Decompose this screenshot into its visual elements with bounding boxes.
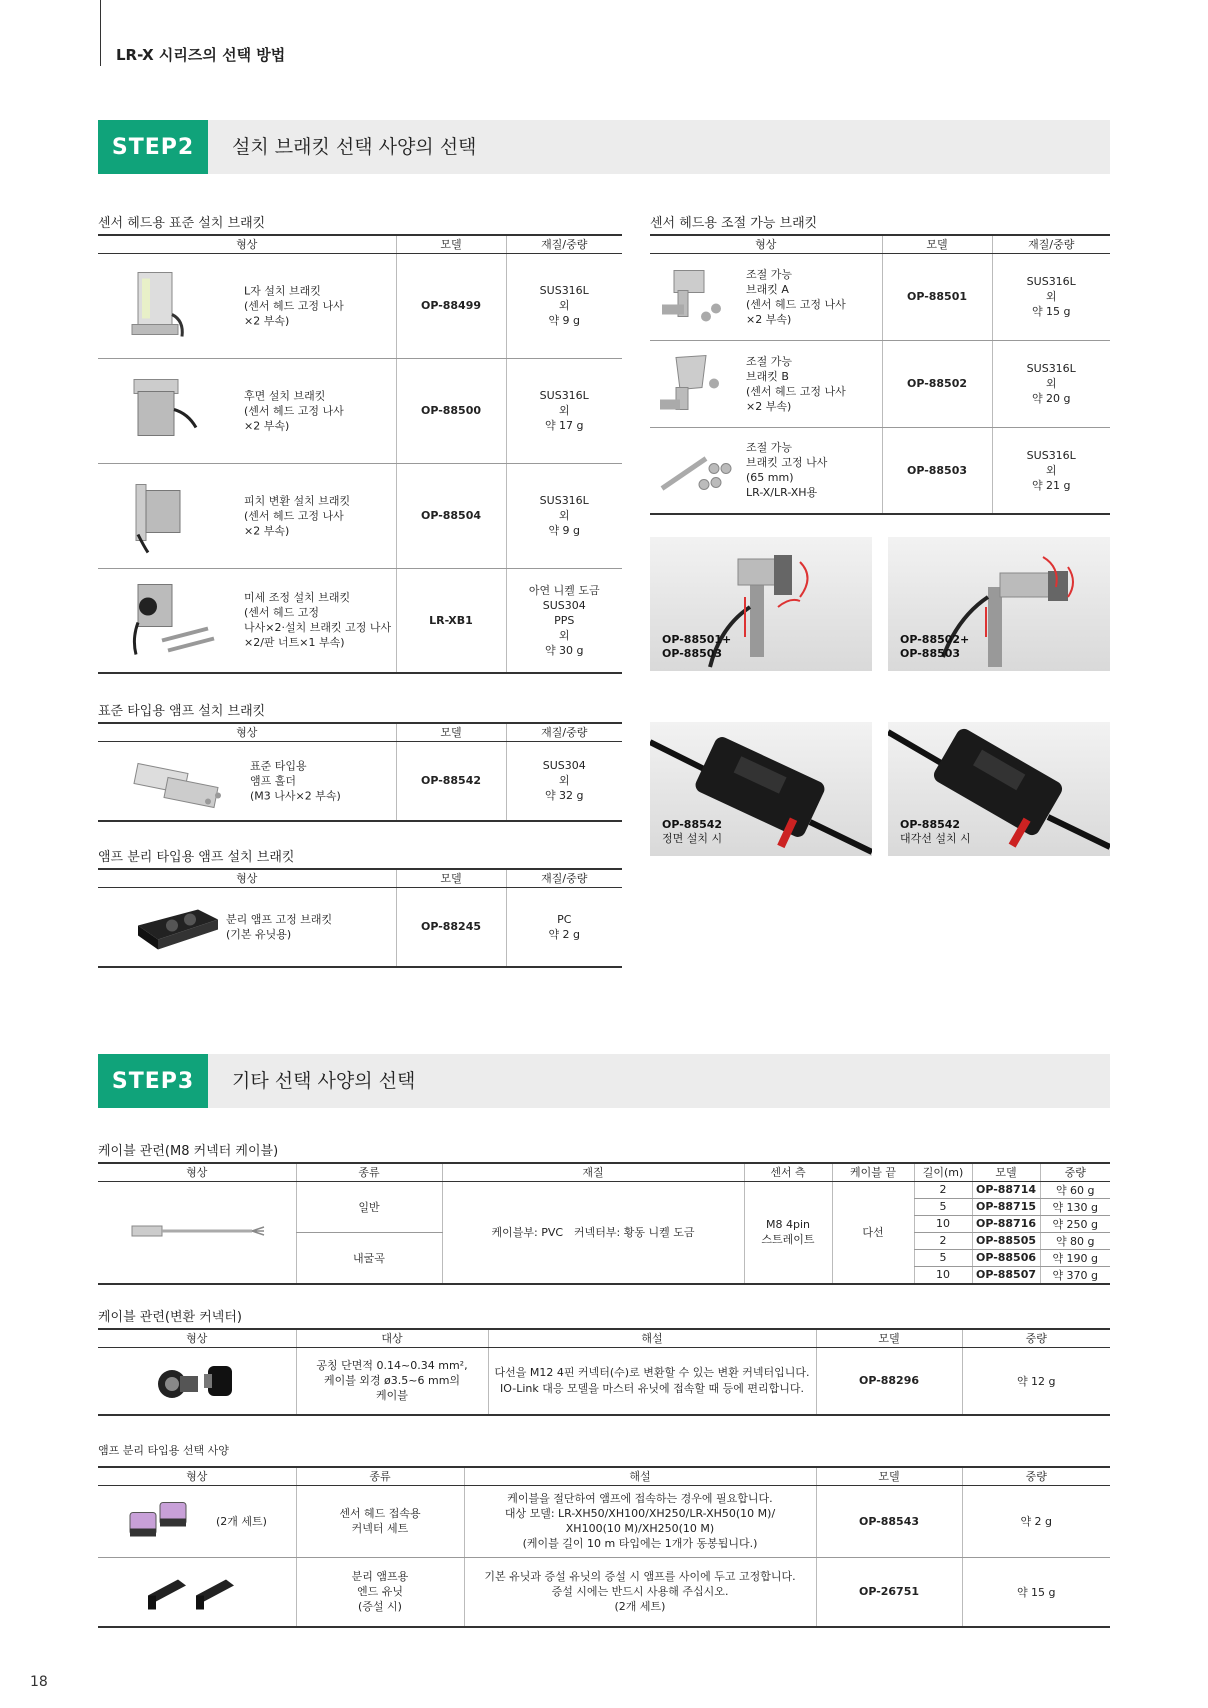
model-cell: OP-88503 bbox=[882, 427, 992, 514]
photo-caption-1: OP-88501+ bbox=[662, 633, 732, 646]
description-line: ×2 부속) bbox=[746, 399, 792, 413]
explain-cell bbox=[488, 1347, 816, 1415]
type-line: 센서 헤드 접속용 bbox=[339, 1507, 421, 1520]
type-cell: 내굴곡 bbox=[296, 1232, 442, 1284]
weight-cell: 약 15 g bbox=[962, 1557, 1110, 1627]
table-row bbox=[98, 568, 622, 673]
model-cell: OP-88507 bbox=[972, 1266, 1040, 1284]
model-cell: OP-88543 bbox=[816, 1485, 962, 1557]
model-cell: OP-88542 bbox=[396, 741, 506, 821]
description-line: 브래킷 고정 나사 bbox=[746, 456, 828, 470]
photo-caption-2: 대각선 설치 시 bbox=[900, 832, 971, 845]
material-line: 아연 니켈 도금 bbox=[528, 583, 600, 597]
material-line: PPS bbox=[554, 613, 575, 627]
material-cell bbox=[506, 463, 622, 568]
material-line: SUS304 bbox=[542, 598, 586, 612]
description-line: LR-X/LR-XH용 bbox=[746, 486, 818, 500]
material-line: 약 20 g bbox=[1031, 392, 1071, 405]
target-cell bbox=[296, 1347, 488, 1415]
col-explain: 해설 bbox=[488, 1329, 816, 1347]
col-material: 재질 bbox=[442, 1163, 744, 1181]
explain-line: (2개 세트) bbox=[614, 1600, 666, 1614]
explain-line: 다선을 M12 4핀 커넥터(수)로 변환할 수 있는 변환 커넥터입니다. bbox=[494, 1365, 810, 1379]
table-row bbox=[98, 253, 622, 358]
col-shape: 형상 bbox=[98, 235, 396, 253]
photo-caption-2: OP-88503 bbox=[662, 647, 723, 660]
sep-amp-table bbox=[98, 868, 622, 968]
col-model: 모델 bbox=[396, 869, 506, 887]
conv-title: 케이블 관련(변환 커넥터) bbox=[98, 1310, 242, 1325]
material-line: 외 bbox=[558, 628, 570, 642]
material-line: SUS316L bbox=[1026, 275, 1076, 288]
type-line: (증설 시) bbox=[358, 1600, 402, 1614]
connector-set-icon bbox=[124, 1495, 194, 1545]
sep-opt-table bbox=[98, 1466, 1110, 1628]
col-weight: 중량 bbox=[1040, 1163, 1110, 1181]
type-line: 분리 앰프용 bbox=[351, 1570, 409, 1584]
material-line: 약 9 g bbox=[548, 314, 581, 327]
material-cell bbox=[506, 568, 622, 673]
bracket-icon bbox=[118, 474, 198, 557]
photo-op88542-front bbox=[650, 722, 872, 856]
material-line: SUS304 bbox=[542, 759, 586, 773]
description-line: (기본 유닛용) bbox=[226, 927, 292, 941]
shape-cell bbox=[650, 253, 882, 340]
col-explain: 해설 bbox=[464, 1467, 816, 1485]
type-cell bbox=[296, 1557, 464, 1627]
bracket-icon bbox=[656, 347, 726, 420]
model-cell: OP-88500 bbox=[396, 358, 506, 463]
std-amp-title: 표준 타입용 앰프 설치 브래킷 bbox=[98, 704, 266, 719]
col-cable-end: 케이블 끝 bbox=[832, 1163, 914, 1181]
col-material: 재질/중량 bbox=[506, 869, 622, 887]
description-line: (센서 헤드 고정 bbox=[244, 606, 320, 620]
weight-cell: 약 190 g bbox=[1040, 1249, 1110, 1266]
bracket-icon bbox=[118, 264, 198, 347]
weight-cell: 약 12 g bbox=[962, 1347, 1110, 1415]
photo-op88542-diag bbox=[888, 722, 1110, 856]
target-line: 케이블 bbox=[376, 1389, 408, 1403]
table-row bbox=[98, 1485, 1110, 1557]
end-unit-icon bbox=[138, 1565, 248, 1615]
option-icon bbox=[124, 1495, 194, 1548]
adj-head-table bbox=[650, 234, 1110, 515]
material-line: 외 bbox=[558, 299, 570, 312]
cable-table bbox=[98, 1162, 1110, 1285]
adj-head-title: 센서 헤드용 조절 가능 브래킷 bbox=[650, 216, 818, 231]
model-cell: OP-88716 bbox=[972, 1215, 1040, 1232]
explain-line: 케이블을 절단하여 앰프에 접속하는 경우에 필요합니다. bbox=[507, 1492, 773, 1505]
material-cell bbox=[506, 358, 622, 463]
bracket-description bbox=[244, 590, 391, 650]
bracket-description bbox=[244, 388, 344, 433]
description-line: 앰프 홀더 bbox=[250, 774, 297, 788]
description-line: 나사×2·설치 브래킷 고정 나사 bbox=[244, 621, 392, 635]
step3-title: 기타 선택 사양의 선택 bbox=[232, 1070, 416, 1092]
explain-line: 기본 유닛과 증설 유닛의 증설 시 앰프를 사이에 두고 고정합니다. bbox=[484, 1570, 796, 1584]
material-line: 약 32 g bbox=[544, 789, 584, 803]
table-row bbox=[98, 1557, 1110, 1627]
weight-cell: 약 370 g bbox=[1040, 1266, 1110, 1284]
shape-cell bbox=[98, 568, 396, 673]
col-shape: 형상 bbox=[98, 869, 396, 887]
description-line: 후면 설치 브래킷 bbox=[244, 389, 326, 402]
explain-line: 대상 모델: LR-XH50/XH100/XH250/LR-XH50(10 M)/ bbox=[504, 1507, 776, 1520]
length-cell: 2 bbox=[914, 1232, 972, 1249]
material-cell bbox=[992, 427, 1110, 514]
explain-line: (케이블 길이 10 m 타입에는 1개가 동봉됩니다.) bbox=[522, 1537, 758, 1550]
bracket-description bbox=[244, 283, 344, 328]
col-material: 재질/중량 bbox=[992, 235, 1110, 253]
m8-cable-icon bbox=[122, 1221, 272, 1241]
weight-cell: 약 80 g bbox=[1040, 1232, 1110, 1249]
sensor-side-line: M8 4pin bbox=[766, 1218, 810, 1231]
table-row bbox=[98, 887, 622, 967]
description-line: (센서 헤드 고정 나사 bbox=[244, 404, 344, 417]
col-shape: 형상 bbox=[98, 1329, 296, 1347]
material-line: PC bbox=[557, 912, 572, 926]
page-number: 18 bbox=[30, 1674, 48, 1690]
material-line: 외 bbox=[1045, 377, 1057, 390]
std-head-title: 센서 헤드용 표준 설치 브래킷 bbox=[98, 216, 266, 231]
photo-caption-1: OP-88502+ bbox=[900, 633, 970, 646]
photo-op88501 bbox=[650, 537, 872, 671]
type-line: 커넥터 세트 bbox=[351, 1522, 409, 1535]
material-line: 외 bbox=[558, 404, 570, 417]
model-cell: OP-88506 bbox=[972, 1249, 1040, 1266]
description-line: (센서 헤드 고정 나사 bbox=[746, 297, 846, 311]
description-line: ×2 부속) bbox=[244, 419, 290, 432]
col-weight: 중량 bbox=[962, 1467, 1110, 1485]
model-cell: OP-88501 bbox=[882, 253, 992, 340]
model-cell: OP-88504 bbox=[396, 463, 506, 568]
step3-badge: STEP3 bbox=[98, 1054, 208, 1108]
material-line: 약 30 g bbox=[544, 643, 584, 657]
description-line: (65 mm) bbox=[746, 471, 794, 485]
conv-table bbox=[98, 1328, 1110, 1416]
length-cell: 10 bbox=[914, 1266, 972, 1284]
description-line: 브래킷 B bbox=[746, 369, 789, 383]
model-cell: OP-88502 bbox=[882, 340, 992, 427]
model-cell: OP-88499 bbox=[396, 253, 506, 358]
material-line: 약 21 g bbox=[1031, 478, 1071, 492]
material-line: 외 bbox=[558, 774, 570, 788]
model-cell: OP-88296 bbox=[816, 1347, 962, 1415]
option-icon bbox=[138, 1565, 248, 1618]
bracket-description bbox=[746, 440, 827, 500]
target-line: 케이블 외경 ø3.5~6 mm의 bbox=[323, 1374, 461, 1388]
col-weight: 중량 bbox=[962, 1329, 1110, 1347]
material-line: SUS316L bbox=[539, 494, 589, 507]
shape-cell bbox=[98, 1485, 296, 1557]
material-cell bbox=[992, 253, 1110, 340]
description-line: L자 설치 브래킷 bbox=[244, 284, 321, 297]
sep-amp-title: 앰프 분리 타입용 앰프 설치 브래킷 bbox=[98, 850, 295, 865]
col-model: 모델 bbox=[396, 723, 506, 741]
sensor-side-cell bbox=[744, 1181, 832, 1284]
material-line: 약 9 g bbox=[548, 524, 581, 537]
bracket-icon bbox=[118, 369, 198, 452]
material-line: SUS316L bbox=[539, 284, 589, 297]
col-shape: 형상 bbox=[650, 235, 882, 253]
description-line: 피치 변환 설치 브래킷 bbox=[244, 494, 351, 507]
bracket-icon bbox=[656, 439, 736, 502]
shape-cell bbox=[98, 1557, 296, 1627]
material-cell: 케이블부: PVC 커넥터부: 황동 니켈 도금 bbox=[442, 1181, 744, 1284]
model-cell: OP-88245 bbox=[396, 887, 506, 967]
weight-cell: 약 60 g bbox=[1040, 1181, 1110, 1198]
shape-cell bbox=[98, 1347, 296, 1415]
type-cell bbox=[296, 1485, 464, 1557]
col-model: 모델 bbox=[882, 235, 992, 253]
shape-cell bbox=[650, 427, 882, 514]
step3-bar bbox=[98, 1054, 1110, 1108]
page-header: LR-X 시리즈의 선택 방법 bbox=[116, 46, 286, 64]
material-cell bbox=[506, 887, 622, 967]
col-target: 대상 bbox=[296, 1329, 488, 1347]
material-cell bbox=[506, 253, 622, 358]
shape-cell bbox=[98, 1181, 296, 1284]
bracket-description bbox=[250, 758, 341, 803]
shape-cell bbox=[98, 887, 396, 967]
header-rule bbox=[100, 0, 101, 66]
explain-cell bbox=[464, 1485, 816, 1557]
description-line: (M3 나사×2 부속) bbox=[250, 789, 341, 803]
photo-caption-1: OP-88542 bbox=[900, 818, 961, 831]
bracket-icon bbox=[118, 579, 218, 662]
table-row bbox=[98, 741, 622, 821]
explain-line: 증설 시에는 반드시 사용해 주십시오. bbox=[551, 1585, 729, 1599]
bracket-description bbox=[226, 912, 332, 942]
description-line: (센서 헤드 고정 나사 bbox=[746, 384, 846, 398]
material-line: 약 17 g bbox=[544, 419, 584, 432]
length-cell: 5 bbox=[914, 1249, 972, 1266]
length-cell: 10 bbox=[914, 1215, 972, 1232]
bracket-icon bbox=[656, 260, 726, 333]
shape-cell bbox=[98, 463, 396, 568]
shape-note: (2개 세트) bbox=[216, 1515, 267, 1528]
material-cell bbox=[506, 741, 622, 821]
table-row bbox=[650, 253, 1110, 340]
col-shape: 형상 bbox=[98, 723, 396, 741]
description-line: 브래킷 A bbox=[746, 282, 789, 296]
step2-bar bbox=[98, 120, 1110, 174]
sep-opt-title: 앰프 분리 타입용 선택 사양 bbox=[98, 1444, 229, 1457]
bracket-icon bbox=[128, 895, 228, 958]
table-row bbox=[650, 427, 1110, 514]
col-model: 모델 bbox=[816, 1467, 962, 1485]
bracket-icon bbox=[128, 749, 228, 812]
description-line: ×2 부속) bbox=[746, 312, 792, 326]
material-line: 약 2 g bbox=[548, 927, 581, 941]
table-row bbox=[98, 1347, 1110, 1415]
cable-title: 케이블 관련(M8 커넥터 케이블) bbox=[98, 1144, 279, 1159]
type-cell: 일반 bbox=[296, 1181, 442, 1232]
conversion-connector-icon bbox=[152, 1354, 242, 1404]
model-cell: OP-88714 bbox=[972, 1181, 1040, 1198]
explain-cell bbox=[464, 1557, 816, 1627]
col-type: 종류 bbox=[296, 1467, 464, 1485]
table-row bbox=[98, 463, 622, 568]
shape-cell bbox=[98, 253, 396, 358]
sensor-side-line: 스트레이트 bbox=[761, 1233, 815, 1246]
model-cell: OP-88505 bbox=[972, 1232, 1040, 1249]
table-row bbox=[650, 340, 1110, 427]
col-shape: 형상 bbox=[98, 1163, 296, 1181]
table-row bbox=[98, 358, 622, 463]
material-line: 외 bbox=[558, 509, 570, 522]
material-line: SUS316L bbox=[539, 389, 589, 402]
col-model: 모델 bbox=[816, 1329, 962, 1347]
col-shape: 형상 bbox=[98, 1467, 296, 1485]
col-material: 재질/중량 bbox=[506, 723, 622, 741]
description-line: 조절 가능 bbox=[746, 354, 793, 368]
shape-cell bbox=[98, 358, 396, 463]
photo-caption-2: 정면 설치 시 bbox=[662, 832, 723, 845]
photo-caption-1: OP-88542 bbox=[662, 818, 723, 831]
target-line: 공칭 단면적 0.14~0.34 mm², bbox=[316, 1359, 468, 1373]
col-model: 모델 bbox=[972, 1163, 1040, 1181]
photo-caption-2: OP-88503 bbox=[900, 647, 961, 660]
col-material: 재질/중량 bbox=[506, 235, 622, 253]
description-line: 조절 가능 bbox=[746, 441, 793, 455]
cable-end-cell: 다선 bbox=[832, 1181, 914, 1284]
weight-cell: 약 250 g bbox=[1040, 1215, 1110, 1232]
description-line: ×2 부속) bbox=[244, 524, 290, 537]
explain-line: IO-Link 대응 모델을 마스터 유닛에 접속할 때 등에 편리합니다. bbox=[500, 1381, 804, 1395]
shape-cell bbox=[650, 340, 882, 427]
model-cell: OP-88715 bbox=[972, 1198, 1040, 1215]
description-line: 미세 조정 설치 브래킷 bbox=[244, 591, 351, 605]
model-cell: OP-26751 bbox=[816, 1557, 962, 1627]
description-line: 조절 가능 bbox=[746, 267, 793, 281]
photo-op88502 bbox=[888, 537, 1110, 671]
material-line: 외 bbox=[1045, 463, 1057, 477]
weight-cell: 약 130 g bbox=[1040, 1198, 1110, 1215]
weight-cell: 약 2 g bbox=[962, 1485, 1110, 1557]
description-line: ×2/판 너트×1 부속) bbox=[244, 636, 345, 650]
bracket-description bbox=[746, 354, 846, 414]
material-cell bbox=[992, 340, 1110, 427]
step2-title: 설치 브래킷 선택 사양의 선택 bbox=[232, 136, 477, 158]
shape-cell bbox=[98, 741, 396, 821]
material-line: 약 15 g bbox=[1031, 305, 1071, 318]
col-sensor-side: 센서 측 bbox=[744, 1163, 832, 1181]
material-line: SUS316L bbox=[1026, 448, 1076, 462]
material-line: SUS316L bbox=[1026, 362, 1076, 375]
col-length: 길이(m) bbox=[914, 1163, 972, 1181]
table-row bbox=[98, 1181, 1110, 1198]
material-line: 외 bbox=[1045, 290, 1057, 303]
col-model: 모델 bbox=[396, 235, 506, 253]
description-line: (센서 헤드 고정 나사 bbox=[244, 299, 344, 312]
std-amp-table bbox=[98, 722, 622, 822]
col-type: 종류 bbox=[296, 1163, 442, 1181]
std-head-table bbox=[98, 234, 622, 674]
length-cell: 2 bbox=[914, 1181, 972, 1198]
description-line: 표준 타입용 bbox=[250, 759, 307, 773]
bracket-description bbox=[244, 493, 350, 538]
description-line: (센서 헤드 고정 나사 bbox=[244, 509, 344, 522]
length-cell: 5 bbox=[914, 1198, 972, 1215]
bracket-description bbox=[746, 267, 846, 327]
step2-badge: STEP2 bbox=[98, 120, 208, 174]
description-line: 분리 앰프 고정 브래킷 bbox=[226, 912, 333, 926]
model-cell: LR-XB1 bbox=[396, 568, 506, 673]
type-line: 엔드 유닛 bbox=[356, 1585, 403, 1599]
explain-line: XH100(10 M)/XH250(10 M) bbox=[565, 1522, 715, 1535]
description-line: ×2 부속) bbox=[244, 314, 290, 327]
